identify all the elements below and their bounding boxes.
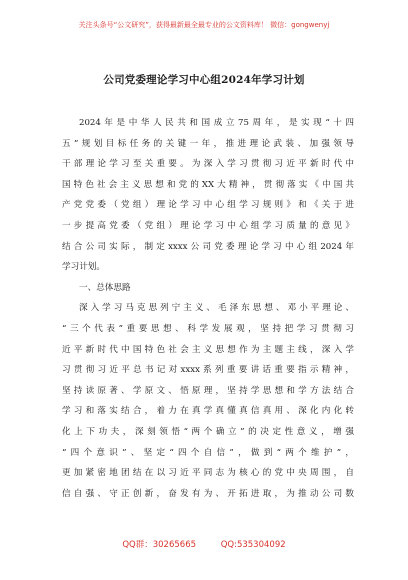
header-promo-note: 关注头条号“公文研究”，获得最新最全最专业的公文资料库！ 微信：gongwenyj <box>78 21 330 29</box>
body-line-2: 五”规划目标任务的关键一年，推进理论武装、加强领导 <box>62 138 354 149</box>
body-line-5: 产党党委（党组）理论学习中心组学习规则》和《关于进 <box>62 200 354 211</box>
body-line-6: 一步提高党委（党组）理论学习中心组学习质量的意见》 <box>62 220 354 231</box>
body-line-16: 化上下功夫，深刻领悟“两个确立”的决定性意义，增强 <box>62 426 354 437</box>
footer-contact <box>0 538 408 550</box>
body-line-12: 近平新时代中国特色社会主义思想作为主题主线，深入学 <box>62 344 354 355</box>
body-line-3: 干部理论学习至关重要。为深入学习贯彻习近平新时代中 <box>62 159 354 170</box>
body-line-17: “四个意识”、坚定“四个自信”，做到“两个维护”， <box>62 447 354 458</box>
footer-qq-number: QQ:535304092 <box>220 540 286 550</box>
body-line-10: 深入学习马克思列宁主义、毛泽东思想、邓小平理论、 <box>79 303 354 314</box>
body-line-18: 更加紧密地团结在以习近平同志为核心的党中央周围，自 <box>62 468 354 479</box>
section-heading-1: 一、总体思路 <box>79 282 131 293</box>
body-line-15: 学习和落实结合，着力在真学真懂真信真用、深化内化转 <box>62 406 354 417</box>
body-line-19: 信自强、守正创新，奋发有为、开拓进取，为推动公司数 <box>62 488 354 499</box>
body-line-8: 学习计划。 <box>62 262 105 273</box>
body-line-4: 国特色社会主义思想和党的XX大精神，贯彻落实《中国共 <box>62 179 354 190</box>
body-line-14: 坚持读原著、学原文、悟原理，坚持学思想和学方法结合 <box>62 385 354 396</box>
body-line-1: 2024年是中华人民共和国成立75周年，是实现“十四 <box>79 118 354 128</box>
body-line-11: “三个代表”重要思想、科学发展观，坚持把学习贯彻习 <box>62 323 354 334</box>
footer-qq-group: QQ群：30265665 <box>122 540 197 550</box>
body-line-13: 习贯彻习近平总书记对xxxx系列重要讲话重要指示精神， <box>62 365 354 376</box>
document-body <box>62 113 354 504</box>
document-title: 公司党委理论学习中心组2024年学习计划 <box>103 74 305 86</box>
body-line-7: 结合公司实际，制定xxxx公司党委理论学习中心组2024年 <box>62 241 354 252</box>
